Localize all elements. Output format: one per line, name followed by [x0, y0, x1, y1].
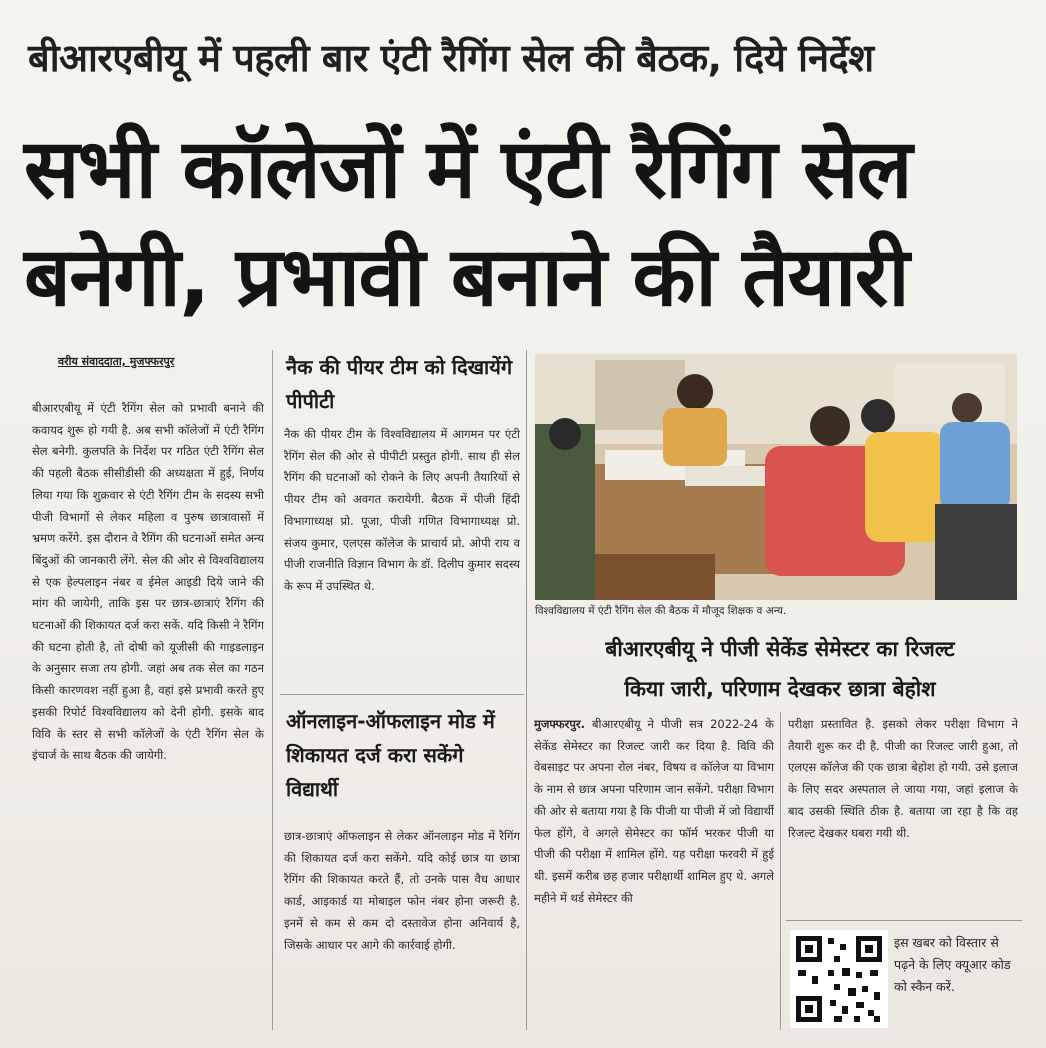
result-headline-line-1: बीआरएबीयू ने पीजी सेकेंड सेमेस्टर का रिजल्ट — [605, 637, 955, 661]
column-divider — [272, 350, 273, 1030]
qr-divider — [786, 920, 1022, 921]
result-body-text-1: बीआरएबीयू ने पीजी सत्र 2022-24 के सेकेंड सेमेस्टर का रिजल्ट जारी कर दिया है. विवि की वेबसाइट पर अपना रोल नंबर, विषय व कॉलेज या विभाग के नाम से छात्र अपना परिणाम जान सकेंगे. परीक्षा विभाग की ओर से बताया गया है कि पीजी या पीजी में जो विद्यार्थी फेल होंगे, वे अगले सेमेस्टर का फॉर्म भरकर पीजी या पीजी की परीक्षा में शामिल होंगे. यह परीक्षा फरवरी में हुई थी. इसमें करीब छह हजार परीक्षार्थी शामिल हुए थे. अगले महीने में थर्ड सेमेस्टर की — [534, 717, 774, 905]
meeting-photo — [535, 354, 1017, 600]
complaint-subhead: ऑनलाइन-ऑफलाइन मोड में शिकायत दर्ज करा सकेंगे विद्यार्थी — [286, 709, 495, 801]
result-dateline: मुजफ्फरपुर. — [534, 717, 585, 731]
column-divider — [780, 712, 781, 1030]
main-headline-line-1: सभी कॉलेजों में एंटी रैगिंग सेल — [24, 122, 912, 217]
byline: वरीय संवाददाता, मुजफ्फरपुर — [58, 355, 175, 368]
result-headline-line-2: किया जारी, परिणाम देखकर छात्रा बेहोश — [624, 677, 936, 701]
result-body-column-2: परीक्षा प्रस्तावित है. इसको लेकर परीक्षा विभाग ने तैयारी शुरू कर दी है. पीजी का रिजल्ट जारी हुआ, तो एलएस कॉलेज की एक छात्रा बेहोश हो गयी. उसे इलाज के लिए सदर अस्पताल ले जाया गया, जहां इलाज के बाद उसकी स्थिति ठीक है. बताया जा रहा है कि वह रिजल्ट देखकर घबरा गयी थी. — [788, 717, 1018, 840]
main-headline-line-2: बनेगी, प्रभावी बनाने की तैयारी — [24, 230, 909, 325]
qr-instruction-text: इस खबर को विस्तार से पढ़ने के लिए क्यूआर कोड को स्कैन करें. — [894, 935, 1011, 994]
qr-code-icon[interactable] — [790, 930, 888, 1028]
column-divider — [526, 350, 527, 1030]
kicker-headline: बीआरएबीयू में पहली बार एंटी रैगिंग सेल की बैठक, दिये निर्देश — [28, 36, 874, 80]
story-divider — [280, 694, 524, 695]
result-body-column-1 — [534, 714, 774, 1028]
complaint-body: छात्र-छात्राएं ऑफलाइन से लेकर ऑनलाइन मोड में रैगिंग की शिकायत दर्ज करा सकेंगे. यदि कोई छात्र या छात्रा रैगिंग की शिकायत करते हैं, तो उनके पास वैध आधार कार्ड, आइकार्ड या मोबाइल फोन नंबर होना जरूरी है. इनमें से कम से कम दो दस्तावेज होना अनिवार्य है, जिसके आधार पर आगे की कार्रवाई होगी. — [284, 829, 520, 952]
naac-body: नैक की पीयर टीम के विश्वविद्यालय में आगमन पर एंटी रैगिंग सेल की ओर से पीपीटी प्रस्तुत होगी. साथ ही सेल रैगिंग की घटनाओं को रोकने के लिए अपनी तैयारियों से पीयर टीम को अवगत करायेगी. बैठक में पीजी हिंदी विभागाध्यक्ष प्रो. पूजा, पीजी गणित विभागाध्यक्ष प्रो. संजय कुमार, एलएस कॉलेज के प्राचार्य प्रो. ओपी राय व पीजी राजनीति विज्ञान विभाग के डॉ. दिलीप कुमार सदस्य के रूप में उपस्थित थे. — [284, 427, 520, 593]
photo-caption: विश्वविद्यालय में एंटी रैगिंग सेल की बैठक में मौजूद शिक्षक व अन्य. — [535, 605, 787, 617]
article-column-1: बीआरएबीयू में एंटी रैगिंग सेल को प्रभावी बनाने की कवायद शुरू हो गयी है. अब सभी कॉलेजों में एंटी रैगिंग सेल बनेगी. कुलपति के निर्देश पर गठित एंटी रैगिंग सेल की पहली बैठक सीसीडीसी की अध्यक्षता में हुई, निर्णय लिया गया कि शुक्रवार से एंटी रैगिंग टीम के सदस्य सभी पीजी विभागों से लेकर महिला व पुरुष छात्रावासों में भ्रमण करेंगे. इस दौरान वे रैगिंग की घटनाओं समेत अन्य बिंदुओं की जानकारी लेंगे. सेल की ओर से विश्वविद्यालय से एक हेल्पलाइन नंबर व ईमेल आइडी दिये जाने की मांग की जायेगी, ताकि इस पर छात्र-छात्राएं रैगिंग की घटनाओं की शिकायत दर्ज करा सकें. यदि किसी ने रैगिंग की घटना होती है, तो दोषी को यूजीसी की गाइडलाइन के अनुसार सजा तय होगी. जहां अब तक सेल का गठन किसी कारणवश नहीं हुआ है, वहां इसे प्रभावी करते हुए इसकी रिपोर्ट विश्वविद्यालय को देनी होगी. इसके बाद विवि के स्तर से सभी कॉलेजों के एंटी रैगिंग सेल के इंचार्ज के साथ बैठक की जायेगी. — [32, 401, 264, 763]
naac-subhead: नैक की पीयर टीम को दिखायेंगे पीपीटी — [286, 355, 513, 413]
